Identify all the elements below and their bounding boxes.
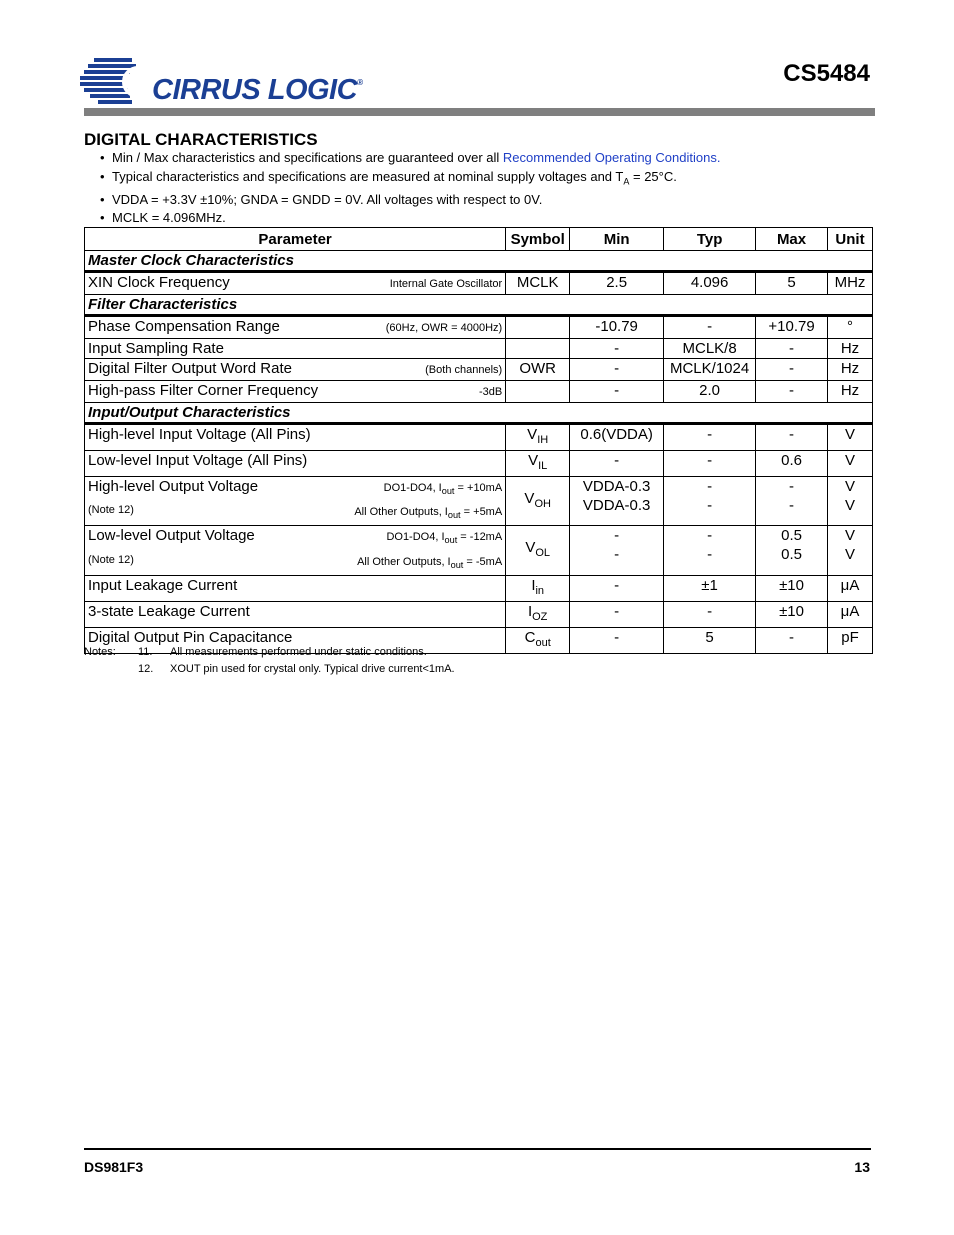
bullet-item: • Typical characteristics and specifications are measured at nominal supply voltages and $T_A = 25^\circ C$.: [100, 168, 720, 191]
footer-divider: [84, 1148, 871, 1150]
col-header-typ: Typ: [664, 228, 756, 251]
bullet-item: • Min / Max characteristics and specifications are guaranteed over all Recommended Operating Conditions.: [100, 149, 720, 168]
section-row: Filter Characteristics: [85, 295, 873, 316]
bullet-item: • VDDA = +3.3V ±10%; GNDA = GNDD = 0V. All voltages with respect to 0V.: [100, 191, 720, 210]
col-header-min: Min: [570, 228, 664, 251]
table-row: High-level Output Voltage DO1-DO4, $I_{out} = +10mA$ (Note 12) All Other Outputs, $I_{out} = +5mA$ $V_{OH}$ VDDA-0.3 VDDA-0.3 - - - - V V: [85, 477, 873, 526]
conditions-list: [100, 149, 720, 228]
col-header-max: Max: [756, 228, 828, 251]
section-row: Input/Output Characteristics: [85, 403, 873, 424]
note-item: Notes: 11. All measurements performed under static conditions.: [84, 646, 427, 658]
recommended-conditions-link[interactable]: Recommended Operating Conditions.: [502, 150, 721, 165]
document-id: DS981F3: [84, 1159, 144, 1175]
notes-section: [84, 644, 455, 678]
cirrus-logic-logo-icon: [80, 56, 160, 106]
col-header-parameter: Parameter: [85, 228, 506, 251]
note-item: 12. XOUT pin used for crystal only. Typical drive current<1mA.: [138, 663, 455, 675]
table-row: Input Leakage Current $I_{in}$ - ±1 ±10 μA: [85, 575, 873, 601]
table-header-row: [85, 228, 873, 251]
table-row: 3-state Leakage Current $I_{OZ}$ - - ±10 μA: [85, 601, 873, 627]
table-row: Low-level Output Voltage DO1-DO4, $I_{out} = -12mA$ (Note 12) All Other Outputs, $I_{out} = -5mA$ $V_{OL}$ - - - - 0.5 0.5 V V: [85, 526, 873, 575]
table-row: High-pass Filter Corner Frequency -3dB - 2.0 - Hz: [85, 381, 873, 403]
bullet-item: • MCLK = 4.096MHz.: [100, 209, 720, 228]
table-row: Input Sampling Rate - MCLK/8 - Hz: [85, 339, 873, 359]
table-row: Phase Compensation Range (60Hz, OWR = 4000Hz) -10.79 - +10.79 °: [85, 316, 873, 339]
col-header-symbol: Symbol: [506, 228, 570, 251]
brand-name: CIRRUS LOGIC®: [152, 74, 363, 106]
digital-characteristics-table: [84, 227, 873, 654]
table-row: XIN Clock Frequency Internal Gate Oscillator MCLK 2.5 4.096 5 MHz: [85, 272, 873, 295]
table-row: Low-level Input Voltage (All Pins) $V_{IL}$ - - 0.6 V: [85, 451, 873, 477]
page-number: 13: [854, 1159, 870, 1175]
header-divider: [84, 108, 875, 116]
table-row: Digital Output Pin Capacitance $C_{out}$ - 5 - pF: [85, 627, 873, 653]
table-row: Digital Filter Output Word Rate (Both channels) OWR - MCLK/1024 - Hz: [85, 359, 873, 381]
table-row: High-level Input Voltage (All Pins) $V_{IH}$ 0.6(VDDA) - - V: [85, 424, 873, 451]
part-number: CS5484: [783, 60, 870, 87]
section-title: DIGITAL CHARACTERISTICS: [84, 130, 318, 149]
section-row: Master Clock Characteristics: [85, 251, 873, 272]
col-header-unit: Unit: [828, 228, 873, 251]
